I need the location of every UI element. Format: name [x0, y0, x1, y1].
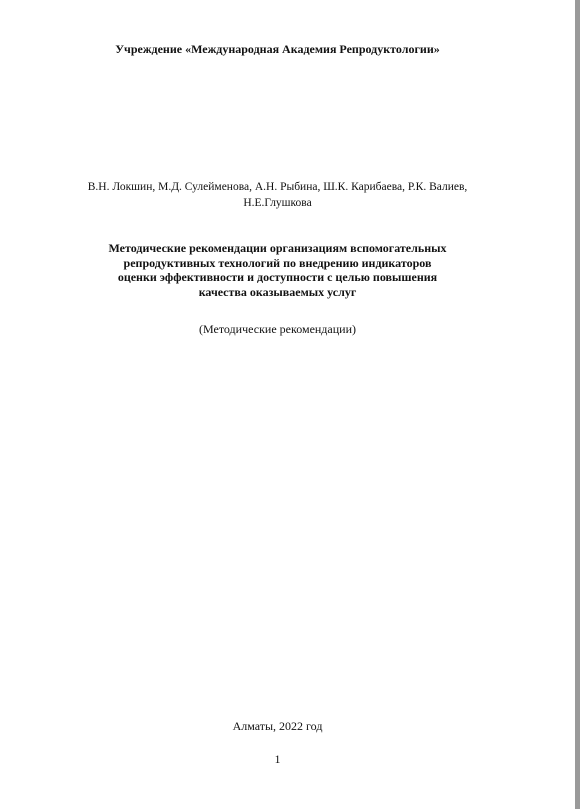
title-line-3: оценки эффективности и доступности с целью повышения	[117, 270, 438, 284]
authors-line-1: В.Н. Локшин, М.Д. Сулейменова, А.Н. Рыбина, Ш.К. Карибаева, Р.К. Валиев,	[87, 181, 468, 193]
scrollbar[interactable]	[575, 0, 580, 809]
authors-line-2: Н.Е.Глушкова	[243, 197, 312, 209]
title-line-1: Методические рекомендации организациям вспомогательных	[108, 241, 447, 255]
title-line-2: репродуктивных технологий по внедрению индикаторов	[123, 255, 432, 270]
title-line-4: качества оказываемых услуг	[198, 284, 357, 299]
institution-name: Учреждение «Международная Академия Репродуктологии»	[115, 42, 440, 56]
document-title	[0, 241, 555, 299]
document-subtitle: (Методические рекомендации)	[198, 322, 357, 336]
page-number: 1	[274, 752, 281, 766]
authors-block	[0, 179, 555, 211]
city-year: Алматы, 2022 год	[232, 719, 323, 733]
